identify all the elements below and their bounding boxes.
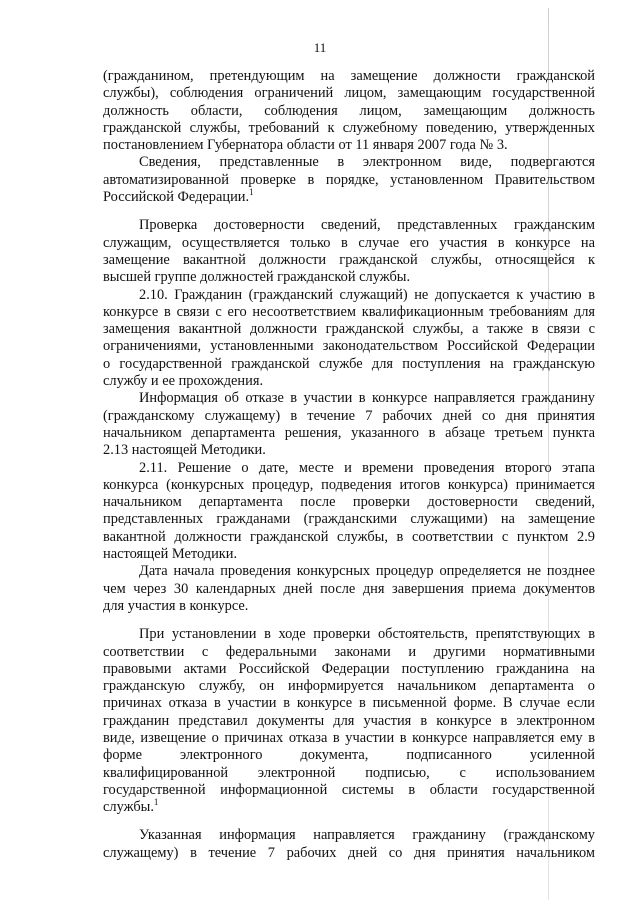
text-line: о государственной гражданской службе для поступления на гражданскую bbox=[103, 355, 595, 372]
text-line: начальником департамента решения, указанного в абзаце третьем пункта bbox=[103, 424, 595, 441]
text-line: замещения вакантной должности гражданской службы, а также в связи с bbox=[103, 321, 595, 338]
text-line: постановлением Губернатора области от 11 января 2007 года № 3. bbox=[103, 137, 508, 154]
document-body bbox=[103, 68, 595, 862]
text-line: службу и ее прохождения. bbox=[103, 373, 264, 390]
text-line: Проверка достоверности сведений, представленных гражданским bbox=[139, 217, 595, 234]
text-line-content: Российской Федерации. bbox=[103, 189, 250, 206]
text-line: служащему) в течение 7 рабочих дней со дня принятия начальником bbox=[103, 844, 595, 861]
text-line bbox=[103, 799, 595, 816]
text-line: ограничениями, установленными законодательством Российской Федерации bbox=[103, 338, 595, 355]
text-line: конкурсе в связи с его несоответствием квалификационным требованиям для bbox=[103, 303, 595, 320]
text-line: государственной информационной системы в области государственной bbox=[103, 781, 595, 798]
text-line: начальником департамента после проверки достоверности сведений, bbox=[103, 494, 595, 511]
text-line: причинах отказа в участии в конкурсе в письменной форме. В случае если bbox=[103, 695, 595, 712]
text-line: чем через 30 календарных дней после дня завершения приема документов bbox=[103, 580, 595, 597]
text-line: конкурса (конкурсных процедур, подведения итогов конкурса) принимается bbox=[103, 476, 595, 493]
text-line: гражданин представил документы для участия в конкурсе в электронном bbox=[103, 712, 595, 729]
text-line: замещение вакантной должности гражданской службы, относящейся к bbox=[103, 251, 595, 268]
text-line: вакантной должности гражданской службы, в соответствии с пунктом 2.9 bbox=[103, 528, 595, 545]
text-line: Дата начала проведения конкурсных процедур определяется не позднее bbox=[139, 563, 595, 580]
text-line: Указанная информация направляется гражданину (гражданскому bbox=[139, 827, 595, 844]
text-line: квалифицированной электронной подписью, с использованием bbox=[103, 764, 595, 781]
text-line: (гражданином, претендующим на замещение должности гражданской bbox=[103, 68, 595, 84]
text-line: настоящей Методики. bbox=[103, 546, 238, 563]
footnote-mark: 1 bbox=[153, 797, 159, 808]
text-line-content: службы. bbox=[103, 799, 154, 816]
text-line: Сведения, представленные в электронном виде, подвергаются bbox=[139, 154, 595, 171]
text-line: 2.13 настоящей Методики. bbox=[103, 442, 266, 459]
text-line: гражданской службы, требований к служебному поведению, утвержденных bbox=[103, 119, 595, 136]
text-line: гражданскую службу, он информируется начальником департамента о bbox=[103, 678, 595, 695]
text-line: представленных гражданами (гражданскими служащими) на замещение bbox=[103, 511, 595, 528]
text-line: высшей группе должностей гражданской службы. bbox=[103, 269, 411, 286]
text-line: виде, извещение о причинах отказа в участии в конкурсе направляется ему в bbox=[103, 729, 595, 746]
text-line: 2.10. Гражданин (гражданский служащий) не допускается к участию в bbox=[139, 286, 595, 303]
text-line: службы), соблюдения ограничений лицом, замещающим государственной bbox=[103, 85, 595, 102]
text-line: правовыми актами Российской Федерации поступлению гражданина на bbox=[103, 660, 595, 677]
text-line: должность области, соблюдения лицом, замещающим должность bbox=[103, 102, 595, 119]
text-line: автоматизированной проверке в порядке, установленном Правительством bbox=[103, 171, 595, 188]
text-line: При установлении в ходе проверки обстоятельств, препятствующих в bbox=[139, 626, 595, 643]
text-line: Информация об отказе в участии в конкурсе направляется гражданину bbox=[139, 390, 595, 407]
text-line: служащим, осуществляется только в случае его участия в конкурсе на bbox=[103, 234, 595, 251]
text-line: соответствии с федеральными законами и другими нормативными bbox=[103, 643, 595, 660]
text-line bbox=[103, 189, 595, 206]
text-line: 2.11. Решение о дате, месте и времени проведения второго этапа bbox=[139, 459, 595, 476]
footnote-mark: 1 bbox=[249, 187, 254, 198]
text-line: для участия в конкурсе. bbox=[103, 597, 249, 614]
page-number: 11 bbox=[313, 40, 327, 55]
text-line: форме электронного документа, подписанного усиленной bbox=[103, 747, 595, 764]
text-line: (гражданскому служащему) в течение 7 рабочих дней со дня принятия bbox=[103, 407, 595, 424]
